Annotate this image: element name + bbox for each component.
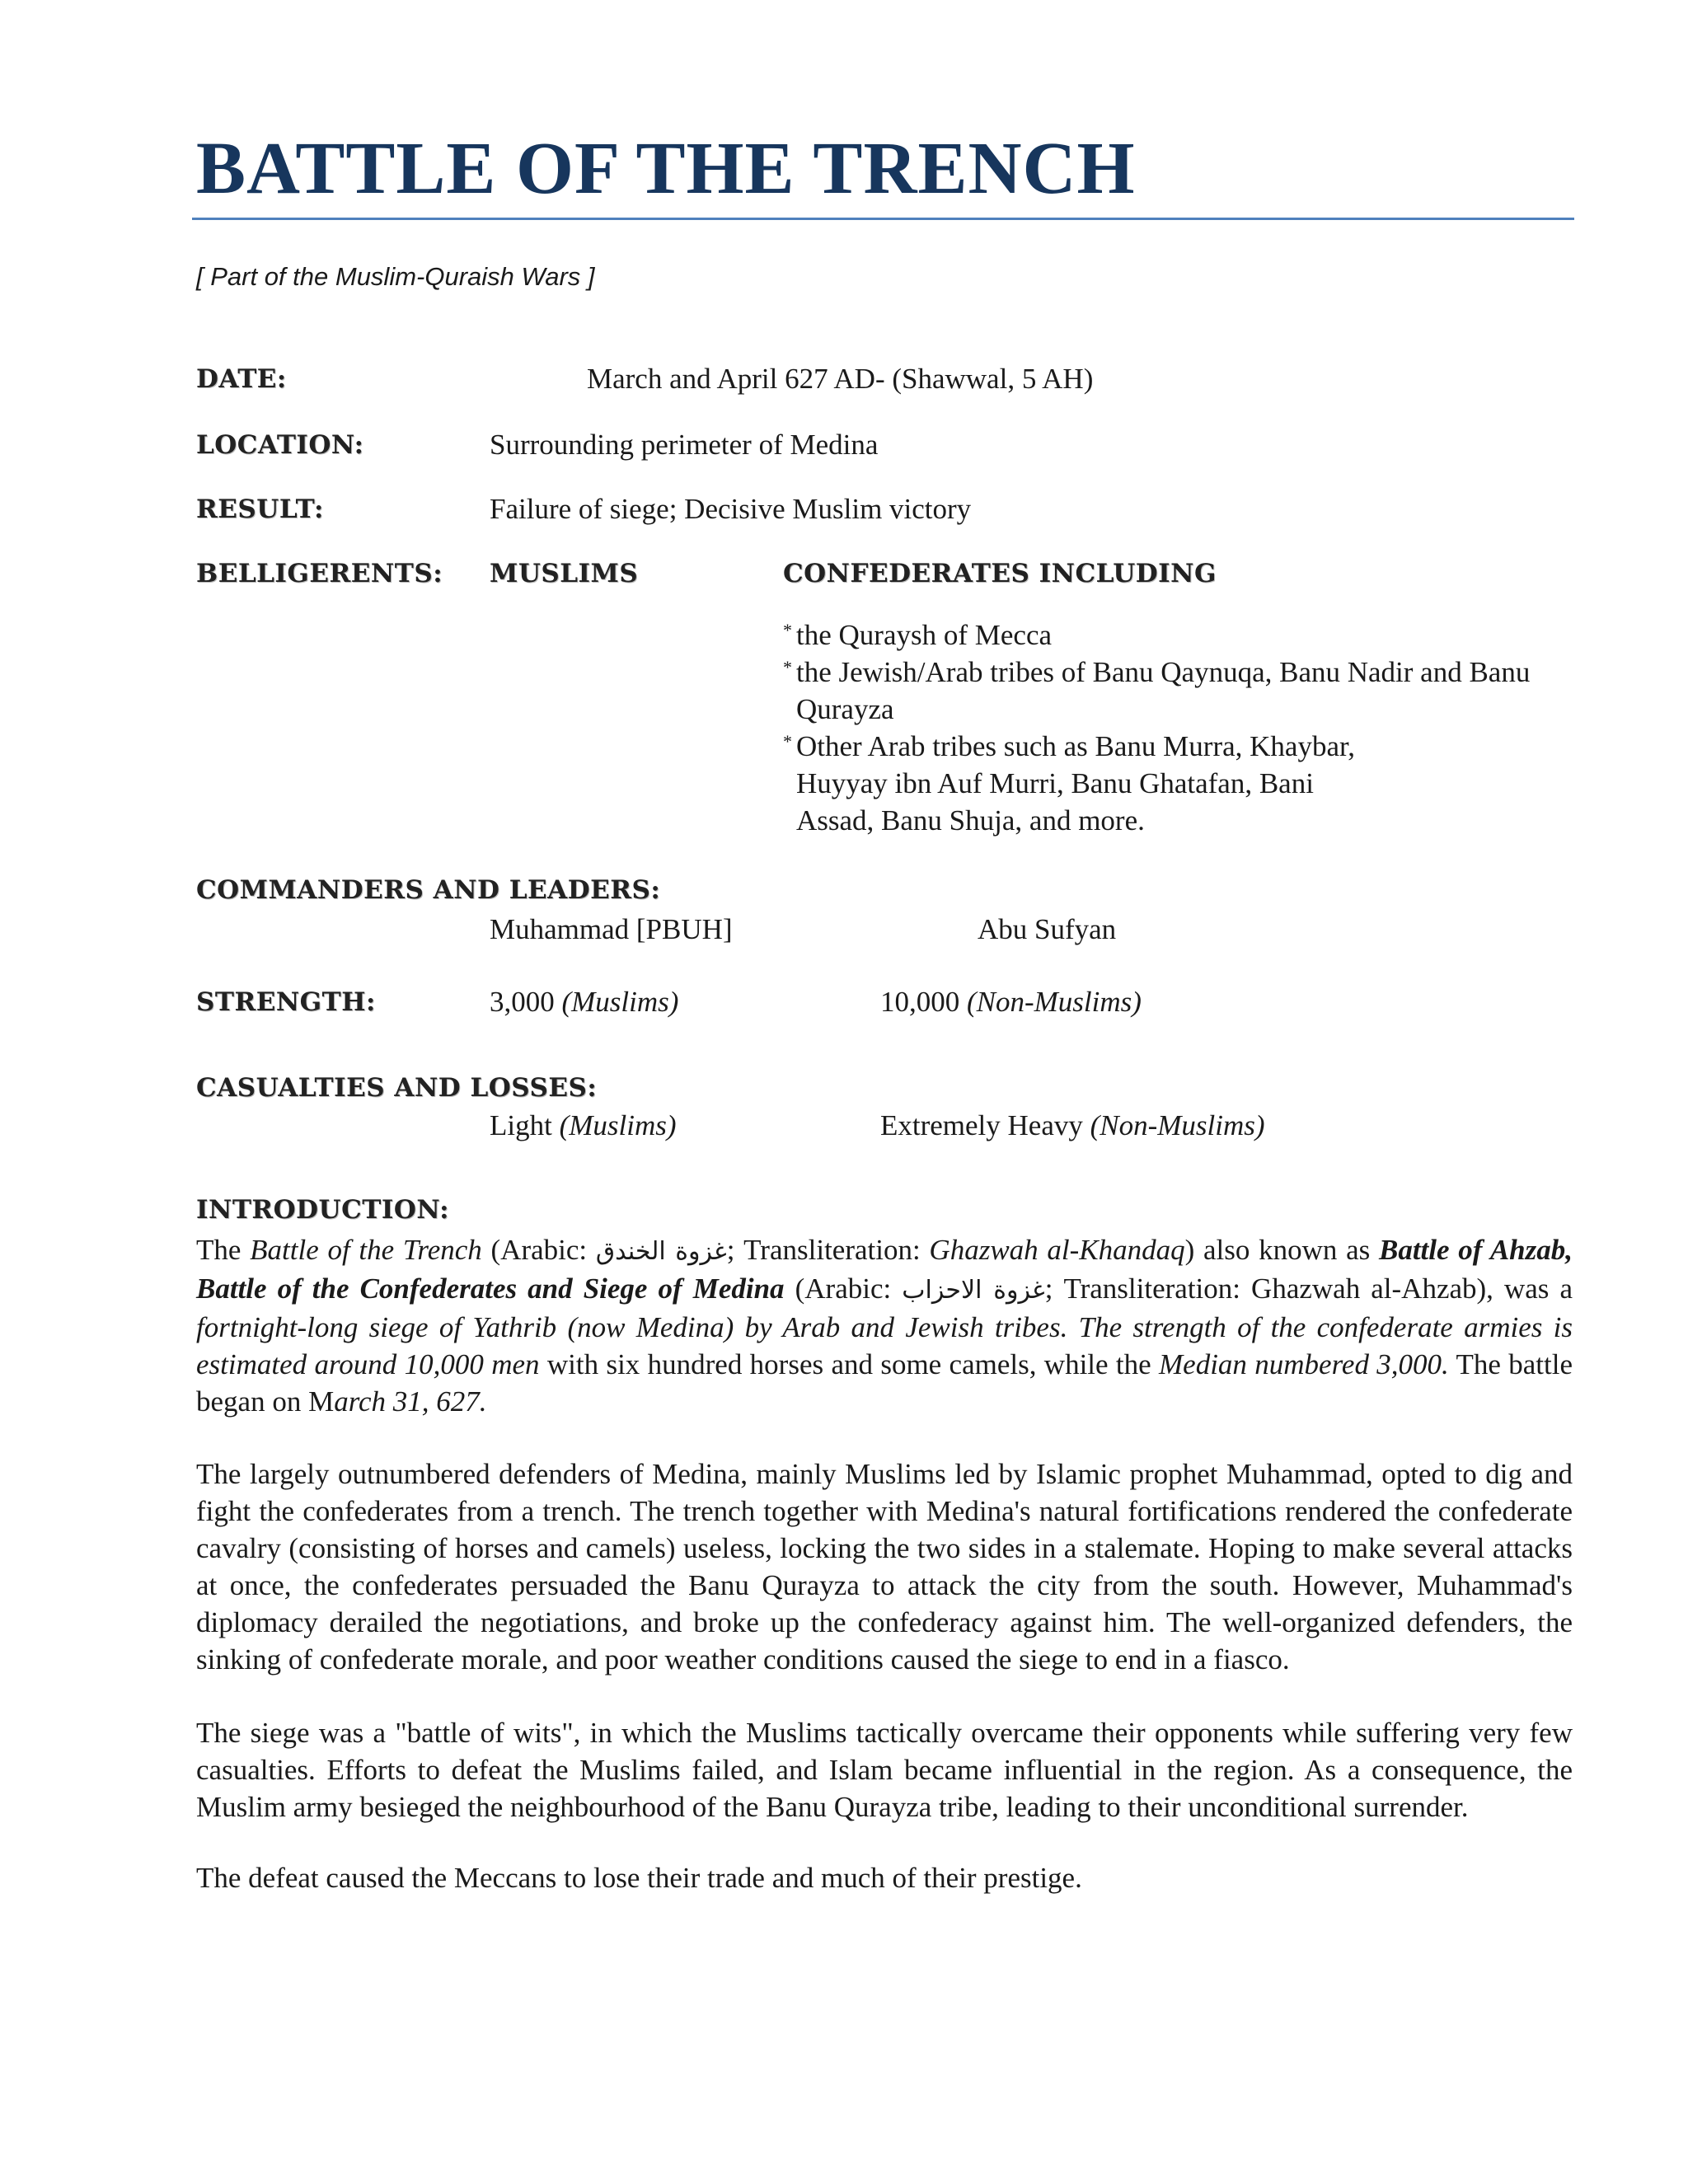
casualties-muslims: Light (Muslims) [490, 1109, 677, 1141]
belligerent-confederates: CONFEDERATES INCLUDING [783, 559, 1217, 588]
location-label: LOCATION: [196, 430, 364, 460]
list-item: * the Quraysh of Mecca [783, 616, 1566, 654]
intro-paragraph-1: The Battle of the Trench (Arabic: غزوة الخندق; Transliteration: Ghazwah al-Khandaq) also known as Battle of Ahzab, Battle of the Confederates and Siege of Medina (Arabic: غزوة الاحزاب; Transliteration: Ghazwah al-Ahzab), was a fortnight-long siege of Yathrib (now Medina) by Arab and Jewish tribes. The strength of the confederate armies is estimated around 10,000 men with six hundred horses and some camels, while the Median numbered 3,000. The battle began on March 31, 627. [196, 1234, 1573, 1418]
date-value: March and April 627 AD- (Shawwal, 5 AH) [587, 363, 1094, 395]
intro-paragraph-2: The largely outnumbered defenders of Medina, mainly Muslims led by Islamic prophet Muhammad, opted to dig and fight the confederates from a trench. The trench together with Medina's natural fortifications rendered the confederate cavalry (consisting of horses and camels) useless, locking the two sides in a stalemate. Hoping to make several attacks at once, the confederates persuaded the Banu Qurayza to attack the city from the south. However, Muhammad's diplomacy derailed the negotiations, and broke up the confederacy against him. The well-organized defenders, the sinking of confederate morale, and poor weather conditions caused the siege to end in a fiasco. [196, 1458, 1573, 1675]
list-item: * Other Arab tribes such as Banu Murra, Khaybar, Huyyay ibn Auf Murri, Banu Ghatafan, Bani Assad, Banu Shuja, and more. [783, 728, 1566, 839]
confederates-list [783, 616, 1566, 839]
page-title: BATTLE OF THE TRENCH [196, 128, 1136, 209]
intro-paragraph-4: The defeat caused the Meccans to lose their trade and much of their prestige. [196, 1862, 1082, 1894]
belligerent-muslims: MUSLIMS [490, 559, 639, 588]
date-label: DATE: [196, 364, 287, 394]
asterisk-icon: * [783, 657, 792, 677]
introduction-heading: INTRODUCTION: [196, 1195, 450, 1225]
commander-muslims: Muhammad [PBUH] [490, 913, 733, 945]
strength-label: STRENGTH: [196, 987, 376, 1017]
title-underline [192, 218, 1574, 220]
page-subtitle: [ Part of the Muslim-Quraish Wars ] [196, 262, 595, 291]
location-value: Surrounding perimeter of Medina [490, 429, 879, 461]
result-label: RESULT: [196, 494, 324, 524]
intro-paragraph-3: The siege was a "battle of wits", in which the Muslims tactically overcame their opponents while suffering very few casualties. Efforts to defeat the Muslims failed, and Islam became influential in the region. As a consequence, the Muslim army besieged the neighbourhood of the Banu Qurayza tribe, leading to their unconditional surrender. [196, 1717, 1573, 1823]
belligerents-label: BELLIGERENTS: [196, 559, 443, 588]
strength-non-muslims: 10,000 (Non-Muslims) [880, 986, 1142, 1018]
list-item: * the Jewish/Arab tribes of Banu Qaynuqa, Banu Nadir and Banu Qurayza [783, 654, 1566, 728]
casualties-label: CASUALTIES AND LOSSES: [196, 1073, 598, 1103]
result-value: Failure of siege; Decisive Muslim victory [490, 493, 972, 525]
casualties-non-muslims: Extremely Heavy (Non-Muslims) [880, 1109, 1265, 1141]
asterisk-icon: * [783, 731, 792, 752]
strength-muslims: 3,000 (Muslims) [490, 986, 679, 1018]
asterisk-icon: * [783, 620, 792, 640]
commanders-label: COMMANDERS AND LEADERS: [196, 875, 661, 905]
commander-confederates: Abu Sufyan [978, 913, 1117, 945]
